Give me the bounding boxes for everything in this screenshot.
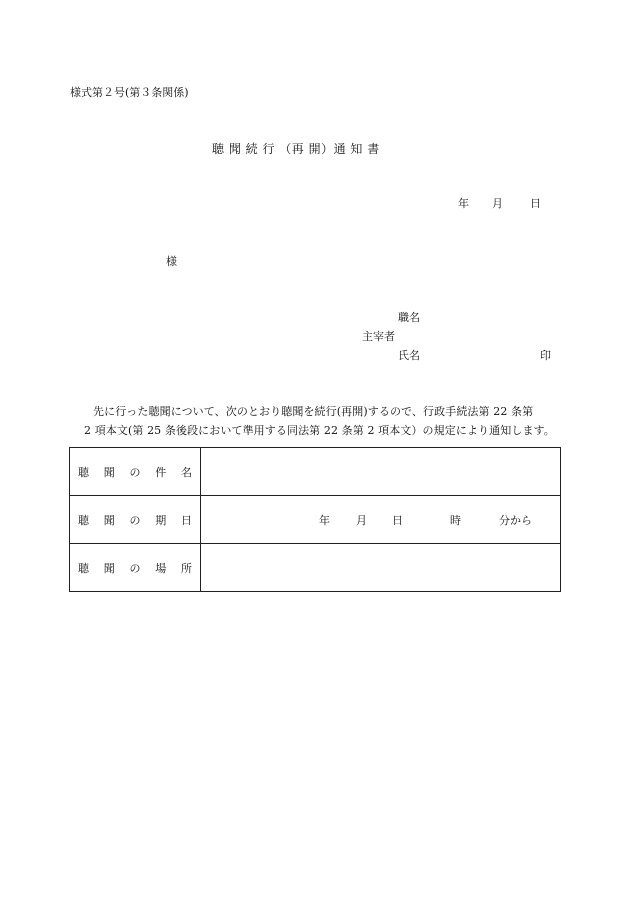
seal-mark: 印 — [540, 349, 551, 362]
recipient-suffix: 様 — [166, 255, 177, 268]
body-text-line-2: 2 項本文(第 25 条後段において準用する同法第 22 条第 2 項本文）の規定により通知します。 — [84, 424, 555, 437]
label-char: の — [129, 465, 141, 479]
table-row-date — [70, 496, 561, 544]
label-char: 名 — [181, 465, 192, 479]
label-char: 件 — [155, 465, 167, 479]
place-value-cell[interactable] — [201, 544, 561, 592]
job-title-label: 職名 — [398, 311, 420, 324]
place-label-cell — [70, 544, 201, 592]
date-day-label: 日 — [530, 197, 541, 210]
label-char: 場 — [155, 561, 167, 575]
table-row-place — [70, 544, 561, 592]
body-text-line-1: 先に行った聴聞について、次のとおり聴聞を続行(再開)するので、行政手続法第 22 条第 — [93, 405, 534, 418]
subject-value-cell[interactable] — [201, 448, 561, 496]
date-label-cell — [70, 496, 201, 544]
label-char: の — [129, 513, 141, 527]
hearing-minute-label: 分から — [499, 513, 532, 527]
hearing-day-label: 日 — [392, 513, 403, 527]
document-title: 聴 聞 続 行 （再 開）通 知 書 — [212, 142, 380, 156]
label-char: 期 — [155, 513, 167, 527]
date-month-label: 月 — [492, 197, 503, 210]
table-row-subject — [70, 448, 561, 496]
label-char: 聞 — [103, 513, 115, 527]
label-char: 聴 — [78, 513, 89, 527]
hearing-hour-label: 時 — [450, 513, 461, 527]
subject-label-cell — [70, 448, 201, 496]
date-value-cell[interactable] — [201, 496, 561, 544]
host-label: 主宰者 — [362, 330, 395, 343]
hearing-year-label: 年 — [319, 513, 330, 527]
label-char: 聴 — [78, 561, 89, 575]
hearing-month-label: 月 — [356, 513, 367, 527]
form-number: 様式第２号(第３条関係) — [70, 86, 189, 99]
name-label: 氏名 — [398, 349, 420, 362]
label-char: 聞 — [103, 561, 115, 575]
label-char: 聴 — [78, 465, 89, 479]
label-char: の — [129, 561, 141, 575]
hearing-info-table — [69, 447, 561, 592]
label-char: 所 — [181, 561, 192, 575]
date-year-label: 年 — [458, 197, 469, 210]
label-char: 聞 — [103, 465, 115, 479]
label-char: 日 — [181, 513, 192, 527]
